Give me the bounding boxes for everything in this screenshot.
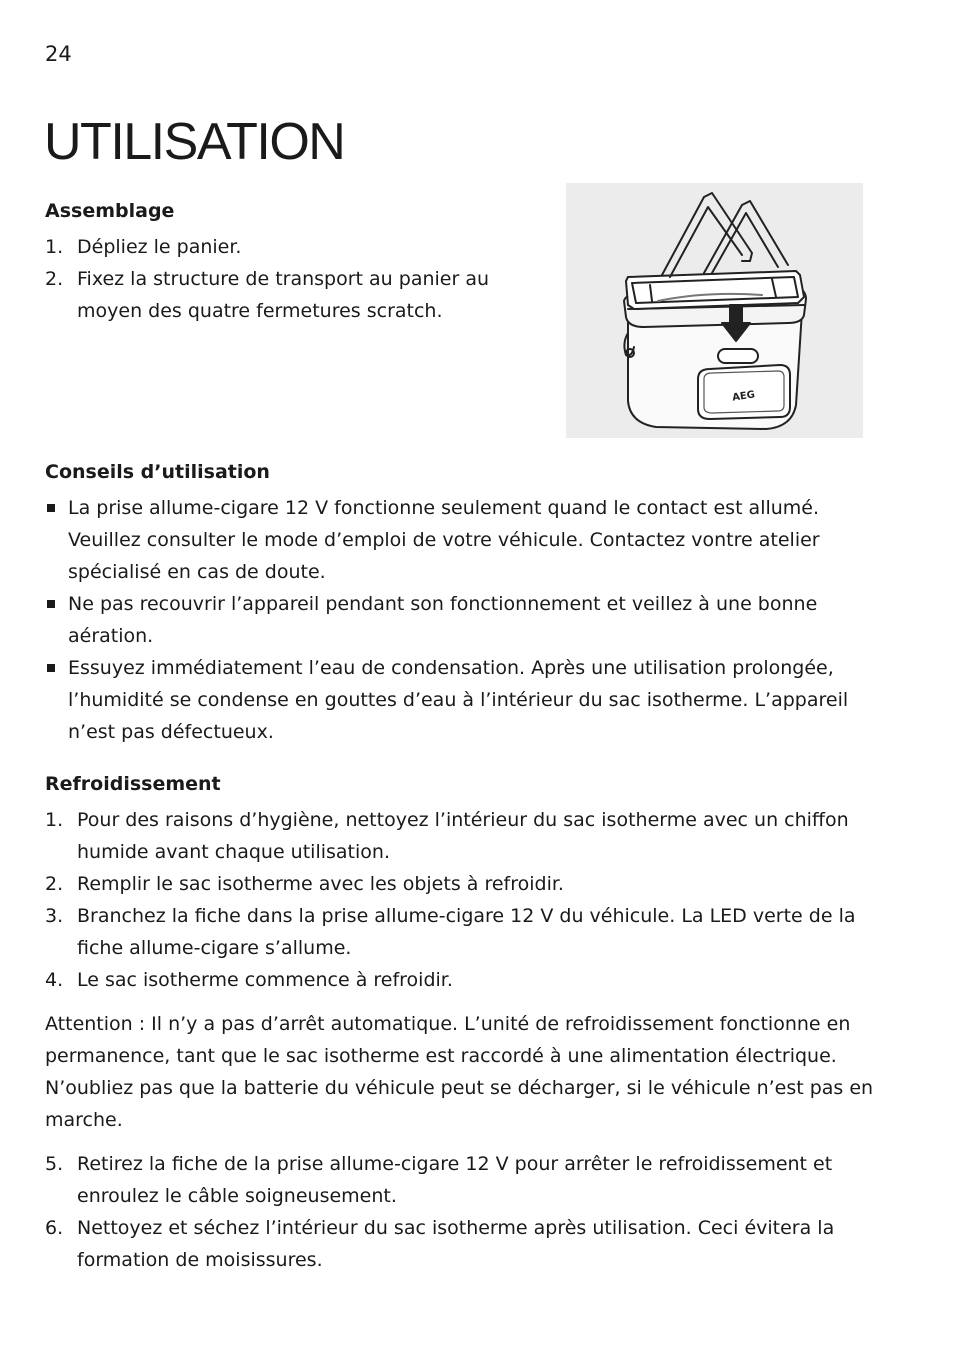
list-marker: 6. [45,1217,64,1239]
list-marker: 1. [45,809,64,831]
cooling-steps-after [45,1148,875,1276]
assembly-heading: Assemblage [45,200,175,222]
cooling-steps [45,804,875,996]
cooler-bag-assembly-illustration [566,183,863,438]
list-item-text: Le sac isotherme commence à refroidir. [77,969,453,991]
list-item [45,964,875,996]
page-title: UTILISATION [44,113,345,171]
basket-handle [662,193,752,275]
bullet-square-icon [47,600,55,608]
aeg-logo: AEG [731,389,756,404]
list-item-text: Branchez la fiche dans la prise allume-cigare 12 V du véhicule. La LED verte de la fiche allume-cigare s’allume. [77,905,856,959]
list-marker: 1. [45,236,64,258]
list-item [45,652,865,748]
list-item-text: Remplir le sac isotherme avec les objets à refroidir. [77,873,564,895]
list-item [45,1148,875,1212]
list-item [45,263,515,327]
list-marker: 2. [45,268,64,290]
list-item [45,588,865,652]
list-item-text: Pour des raisons d’hygiène, nettoyez l’intérieur du sac isotherme avec un chiffon humide avant chaque utilisation. [77,809,849,863]
bullet-square-icon [47,504,55,512]
list-item [45,900,875,964]
list-item [45,1212,875,1276]
list-item-text: Fixez la structure de transport au panier au moyen des quatre fermetures scratch. [77,268,490,322]
cooler-bag-illustration [566,183,863,438]
list-item [45,231,515,263]
usage-tips-heading: Conseils d’utilisation [45,461,270,483]
list-item-text: Retirez la fiche de la prise allume-cigare 12 V pour arrêter le refroidissement et enroulez le câble soigneusement. [77,1153,833,1207]
list-item [45,492,865,588]
page-number: 24 [45,42,72,66]
attention-note: Attention : Il n’y a pas d’arrêt automatique. L’unité de refroidissement fonctionne en permanence, tant que le sac isotherme est raccordé à une alimentation électrique. N’oubliez pas que la batterie du véhicule peut se décharger, si le véhicule n’est pas en marche. [45,1013,874,1131]
list-marker: 3. [45,905,64,927]
cooling-heading: Refroidissement [45,773,221,795]
assembly-steps [45,231,515,327]
list-item-text: Nettoyez et séchez l’intérieur du sac isotherme après utilisation. Ceci évitera la formation de moisissures. [77,1217,835,1271]
list-marker: 5. [45,1153,64,1175]
list-item [45,804,875,868]
list-item-text: La prise allume-cigare 12 V fonctionne seulement quand le contact est allumé. Veuillez consulter le mode d’emploi de votre véhicule. Contactez vontre atelier spécialisé en cas de doute. [68,497,820,583]
list-item-text: Ne pas recouvrir l’appareil pendant son fonctionnement et veillez à une bonne aération. [68,593,818,647]
bullet-square-icon [47,664,55,672]
list-marker: 2. [45,873,64,895]
usage-tips-list [45,492,865,748]
front-handle [718,349,758,363]
list-item [45,868,875,900]
list-marker: 4. [45,969,64,991]
list-item-text: Dépliez le panier. [77,236,242,258]
list-item-text: Essuyez immédiatement l’eau de condensation. Après une utilisation prolongée, l’humidité se condense en gouttes d’eau à l’intérieur du sac isotherme. L’appareil n’est pas défectueux. [68,657,849,743]
